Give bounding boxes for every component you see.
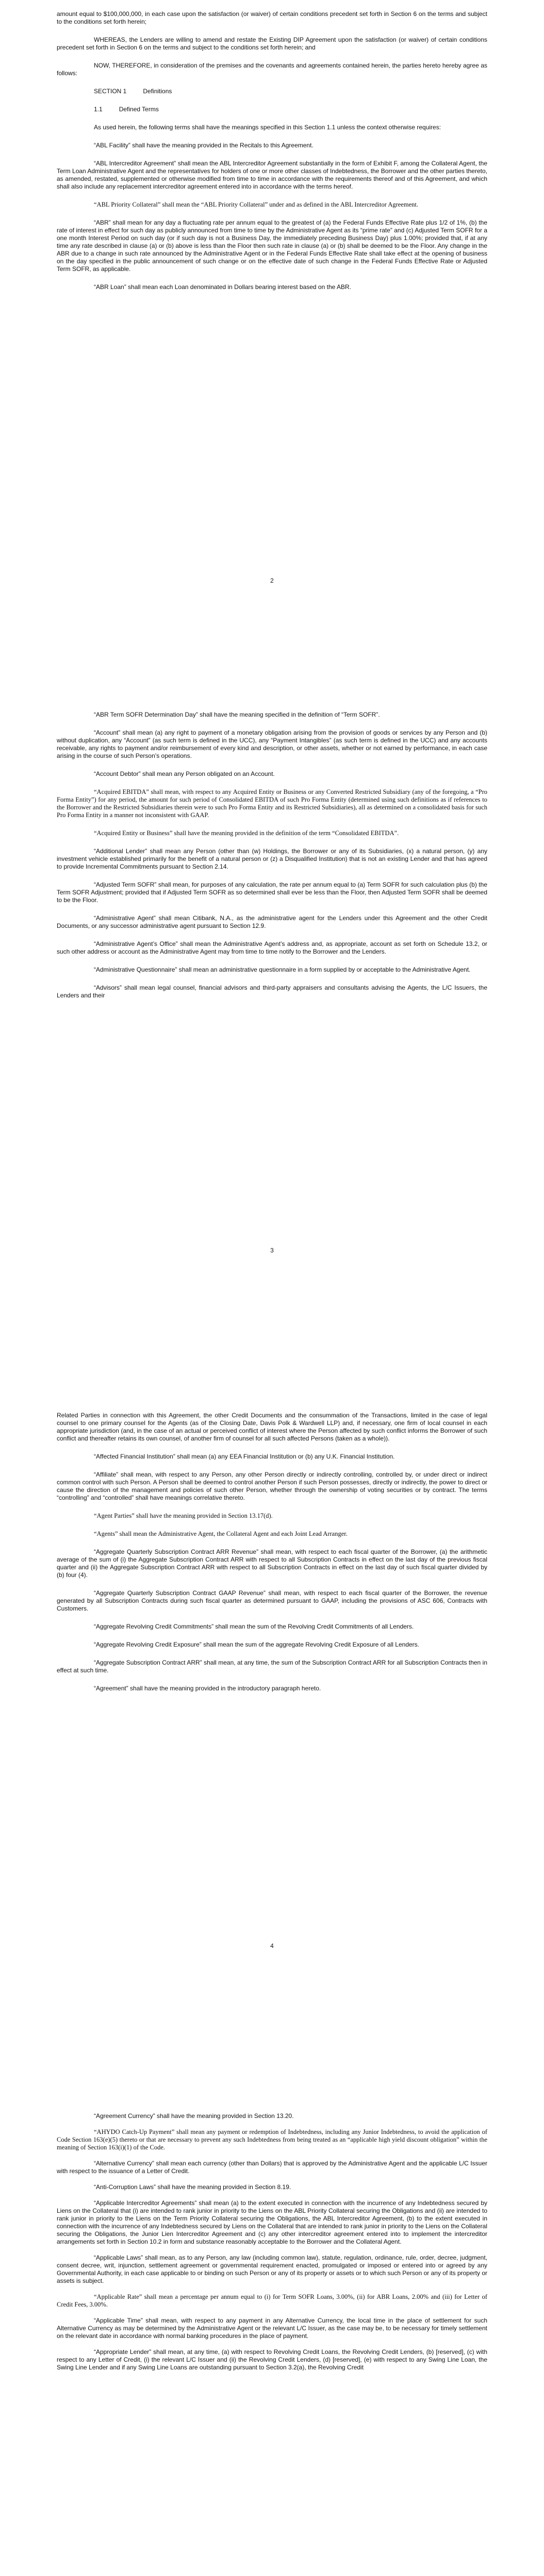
definition: “ABL Priority Collateral” shall mean the “ABL Priority Collateral” under and as defined in the ABL Intercreditor Agreement. (94, 201, 418, 208)
definition: “Anti-Corruption Laws” shall have the meaning provided in Section 8.19. (94, 2183, 291, 2191)
definition: “Administrative Agent’s Office” shall mean the Administrative Agent’s address and, as appropriate, account as set forth on Schedule 13.2, or such other address or account as the Administrative Agent may from time to time notify to the Borrower and the Lenders. (57, 940, 487, 955)
paragraph: Related Parties in connection with this Agreement, the other Credit Documents and the consummation of the Transactions, limited in the case of legal counsel to one primary counsel for the Agents (as of the Closing Date, Davis Polk & Wardwell LLP) and, if necessary, one firm of local counsel in each appropriate jurisdiction (and, in the case of an actual or perceived conflict of interest where the Person affected by such conflict informs the Borrower of such conflict and thereafter retains its own counsel, of another firm of counsel for all such affected Persons (taken as a whole)). (57, 1412, 487, 1442)
definition: “Account Debtor” shall mean any Person obligated on an Account. (94, 770, 275, 777)
paragraph: As used herein, the following terms shall have the meanings specified in this Section 1.1 unless the context otherwise requires: (94, 124, 441, 131)
definition: “Administrative Agent” shall mean Citibank, N.A., as the administrative agent for the Lenders under this Agreement and the other Credit Documents, or any successor administrative agent pursuant to Section 12.9. (57, 914, 487, 929)
definition: “Applicable Time” shall mean, with respect to any payment in any Alternative Currency, the local time in the place of settlement for such Alternative Currency as may be determined by the Administrative Agent or the relevant L/C Issuer, as the case may be, to be necessary for timely settlement on the relevant date in accordance with normal banking procedures in the place of payment. (57, 2317, 487, 2340)
definition: “ABL Intercreditor Agreement” shall mean the ABL Intercreditor Agreement substantially in the form of Exhibit F, among the Collateral Agent, the Term Loan Administrative Agent and the representatives for holders of one or more other classes of Indebtedness, the Borrower and the other parties thereto, as amended, restated, supplemented or otherwise modified from time to time in accordance with the requirements thereof and of this Agreement, and which shall also include any replacement intercreditor agreement entered into in accordance with the terms hereof. (57, 160, 487, 190)
subsection-title: Defined Terms (119, 106, 159, 113)
paragraph: WHEREAS, the Lenders are willing to amend and restate the Existing DIP Agreement upon the satisfaction (or waiver) of certain conditions precedent set forth in Section 6 on the terms and subject to the conditions set forth herein; and (57, 36, 487, 51)
definition: “Agents” shall mean the Administrative Agent, the Collateral Agent and each Joint Lead Arranger. (94, 1530, 348, 1537)
subsection-number: 1.1 (94, 106, 103, 113)
document-page-2 (0, 10, 544, 584)
definition: “Account” shall mean (a) any right to payment of a monetary obligation arising from the provision of goods or services by any Person and (b) without duplication, any “Account” (as such term is defined in the UCC), any “Payment Intangibles” (as such term is defined in the UCC) and any accounts receivable, any rights to payment and/or reimbursement of every kind and description, or other assets, whether or not earned by performance, in each case arising in the course of such Person’s operations. (57, 729, 487, 759)
definition: “Agreement” shall have the meaning provided in the introductory paragraph hereto. (94, 1685, 321, 1692)
document-page-5 (0, 2112, 544, 2380)
definition: “ABL Facility” shall have the meaning provided in the Recitals to this Agreement. (94, 142, 314, 149)
page-number: 2 (270, 577, 274, 584)
paragraph: NOW, THEREFORE, in consideration of the premises and the covenants and agreements contained herein, the parties hereto hereby agree as follows: (57, 62, 487, 77)
page-number: 3 (270, 1247, 274, 1254)
definition: “Appropriate Lender” shall mean, at any time, (a) with respect to Revolving Credit Loans, the Revolving Credit Lenders, (b) [reserved], (c) with respect to any Letter of Credit, (i) the relevant L/C Issuer and (ii) the Revolving Credit Lenders, (d) [reserved], (e) with respect to any Swing Line Loan, the Swing Line Lender and if any Swing Line Loans are outstanding pursuant to Section 3.2(a), the Revolving Credit (57, 2348, 487, 2371)
definition: “Additional Lender” shall mean any Person (other than (w) Holdings, the Borrower or any of its Subsidiaries, (x) a natural person, (y) any investment vehicle established primarily for the benefit of a natural person or (z) a Disqualified Institution) that is not an existing Lender and that has agreed to provide Incremental Commitments pursuant to Section 2.14. (57, 848, 487, 870)
definition: “Affiliate” shall mean, with respect to any Person, any other Person directly or indirectly controlling, controlled by, or under direct or indirect common control with such Person. A Person shall be deemed to control another Person if such Person possesses, directly or indirectly, the power to direct or cause the direction of the management and policies of such other Person, whether through the ownership of voting securities or by contract. The terms “controlling” and “controlled” shall have meanings correlative thereto. (57, 1471, 487, 1501)
definition: “Administrative Questionnaire” shall mean an administrative questionnaire in a form supplied by or acceptable to the Administrative Agent. (94, 966, 471, 973)
document-page-4 (0, 1412, 544, 1950)
definition: “Aggregate Quarterly Subscription Contract GAAP Revenue” shall mean, with respect to each fiscal quarter of the Borrower, the revenue generated by all Subscription Contracts during such fiscal quarter as determined pursuant to GAAP, including the provisions of ASC 606, Contracts with Customers. (57, 1589, 487, 1612)
definition: “Acquired Entity or Business” shall have the meaning provided in the definition of the term “Consolidated EBITDA”. (94, 829, 399, 837)
definition: “ABR” shall mean for any day a fluctuating rate per annum equal to the greatest of (a) the Federal Funds Effective Rate plus 1/2 of 1%, (b) the rate of interest in effect for such day as publicly announced from time to time by the Administrative Agent as its “prime rate” and (c) Adjusted Term SOFR for a one month Interest Period on such day (or if such day is not a Business Day, the immediately preceding Business Day) plus 1.00%; provided that, if at any time any rate described in clause (a) or (b) above is less than the Floor then such rate in clause (a) or (b) shall be deemed to be the Floor. Any change in the ABR due to a change in such rate announced by the Administrative Agent or in the Federal Funds Effective Rate shall take effect at the opening of business on the day specified in the public announcement of such change or on the effective date of such change in the Federal Funds Effective Rate or Adjusted Term SOFR, as applicable. (57, 219, 487, 273)
definition: “ABR Loan” shall mean each Loan denominated in Dollars bearing interest based on the ABR. (94, 283, 351, 291)
paragraph: amount equal to $100,000,000, in each case upon the satisfaction (or waiver) of certain conditions precedent set forth in Section 6 on the terms and subject to the conditions set forth herein; (57, 10, 487, 25)
definition: “Applicable Rate” shall mean a percentage per annum equal to (i) for Term SOFR Loans, 3.00%, (ii) for ABR Loans, 2.00% and (iii) for Letter of Credit Fees, 3.00%. (57, 2293, 487, 2308)
definition: “Adjusted Term SOFR” shall mean, for purposes of any calculation, the rate per annum equal to (a) Term SOFR for such calculation plus (b) the Term SOFR Adjustment; provided that if Adjusted Term SOFR as so determined shall ever be less than the Floor, then Adjusted Term SOFR shall be deemed to be the Floor. (57, 881, 487, 904)
section-heading (0, 88, 544, 95)
definition: “AHYDO Catch-Up Payment” shall mean any payment or redemption of Indebtedness, including any Junior Indebtedness, to avoid the application of Code Section 163(e)(5) thereto or that are necessary to prevent any such Indebtedness from being treated as an “applicable high yield discount obligation” within the meaning of Section 163(i)(1) of the Code. (57, 2128, 487, 2151)
definition: “ABR Term SOFR Determination Day” shall have the meaning specified in the definition of “Term SOFR”. (94, 711, 380, 718)
definition: “Applicable Laws” shall mean, as to any Person, any law (including common law), statute, regulation, ordinance, rule, order, decree, judgment, consent decree, writ, injunction, settlement agreement or governmental requirement enacted, promulgated or imposed or entered into or agreed by any Governmental Authority, in each case applicable to or binding on such Person or any of its property or assets or to which such Person or any of its property or assets is subject. (57, 2254, 487, 2284)
definition: “Aggregate Quarterly Subscription Contract ARR Revenue” shall mean, with respect to each fiscal quarter of the Borrower, (a) the arithmetic average of the sum of (i) the Aggregate Subscription Contract ARR with respect to all Subscription Contracts in effect on the last day of the previous fiscal quarter and (ii) the Aggregate Subscription Contract ARR with respect to all Subscription Contracts in effect on the last day of such fiscal quarter divided by (b) four (4). (57, 1548, 487, 1579)
definition: “Applicable Intercreditor Agreements” shall mean (a) to the extent executed in connection with the incurrence of any Indebtedness secured by Liens on the Collateral that (i) are intended to rank junior in priority to the Liens on the ABL Priority Collateral securing the Obligations and (ii) are intended to rank junior in priority to the Liens on the Term Priority Collateral securing the Obligations, the ABL Intercreditor Agreement, (b) to the extent executed in connection with the incurrence of any Indebtedness secured by Liens on the Collateral that are intended to rank junior in priority to the Liens on the Collateral securing the Obligations, the Junior Lien Intercreditor Agreement and (c) any other intercreditor agreement entered into to implement the intercreditor arrangements set forth in Section 10.2 in form and substance reasonably acceptable to the Borrower and the Collateral Agent. (57, 2199, 487, 2245)
definition: “Affected Financial Institution” shall mean (a) any EEA Financial Institution or (b) any U.K. Financial Institution. (94, 1453, 395, 1460)
section-number: SECTION 1 (94, 88, 127, 95)
definition: “Aggregate Subscription Contract ARR” shall mean, at any time, the sum of the Subscription Contract ARR for all Subscription Contracts then in effect at such time. (57, 1659, 487, 1674)
definition: “Alternative Currency” shall mean each currency (other than Dollars) that is approved by the Administrative Agent and the applicable L/C Issuer with respect to the issuance of a Letter of Credit. (57, 2160, 487, 2175)
subsection-heading (0, 106, 544, 113)
definition: “Agent Parties” shall have the meaning provided in Section 13.17(d). (94, 1512, 273, 1519)
page-number: 4 (270, 1942, 274, 1950)
definition: “Aggregate Revolving Credit Exposure” shall mean the sum of the aggregate Revolving Credit Exposure of all Lenders. (94, 1641, 420, 1648)
section-title: Definitions (143, 88, 172, 95)
definition: “Agreement Currency” shall have the meaning provided in Section 13.20. (94, 2112, 294, 2120)
definition: “Acquired EBITDA” shall mean, with respect to any Acquired Entity or Business or any Converted Restricted Subsidiary (any of the foregoing, a “Pro Forma Entity”) for any period, the amount for such period of Consolidated EBITDA of such Pro Forma Entity (determined using such definitions as if references to the Borrower and the Restricted Subsidiaries therein were to such Pro Forma Entity and its Restricted Subsidiaries), all as determined on a consolidated basis for such Pro Forma Entity in a manner not inconsistent with GAAP. (57, 788, 487, 819)
definition: “Aggregate Revolving Credit Commitments” shall mean the sum of the Revolving Credit Commitments of all Lenders. (94, 1623, 414, 1630)
definition: “Advisors” shall mean legal counsel, financial advisors and third-party appraisers and consultants advising the Agents, the L/C Issuers, the Lenders and their (57, 984, 487, 999)
document-page-3 (0, 711, 544, 1254)
